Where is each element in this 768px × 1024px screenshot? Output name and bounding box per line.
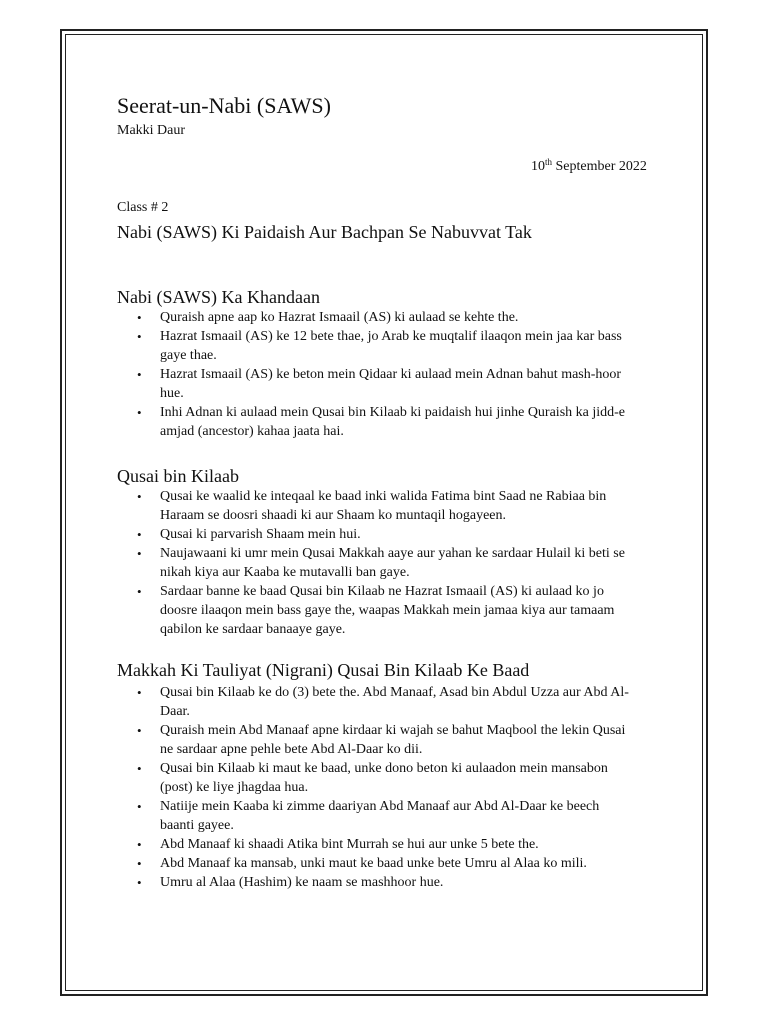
- list-item-line: baanti gayee.: [160, 818, 234, 833]
- list-item: [137, 327, 657, 365]
- list-item: [137, 873, 657, 892]
- date-day: 10: [531, 159, 545, 174]
- list-item-line: qabilon ke sardaar banaaye gaye.: [160, 622, 346, 637]
- document-title: Seerat-un-Nabi (SAWS): [117, 93, 331, 118]
- list-item-line: Haraam se doosri shaadi ki aur Shaam ko muntaqil hogayeen.: [160, 508, 507, 523]
- list-item: [137, 683, 657, 721]
- list-item: [137, 403, 657, 441]
- bullet-icon: •: [137, 761, 142, 776]
- bullet-icon: •: [137, 685, 142, 700]
- list-item-line: Qusai bin Kilaab ki maut ke baad, unke dono beton ki aulaadon mein mansabon: [160, 761, 608, 776]
- list-item-line: Quraish apne aap ko Hazrat Ismaail (AS) ki aulaad se kehte the.: [160, 310, 519, 325]
- section-heading-tauliyat: Makkah Ki Tauliyat (Nigrani) Qusai Bin Kilaab Ke Baad: [117, 660, 530, 680]
- date-rest: September 2022: [555, 159, 647, 174]
- document-date: [531, 158, 647, 175]
- bullet-icon: •: [137, 875, 142, 890]
- bullet-icon: •: [137, 489, 142, 504]
- bullet-icon: •: [137, 856, 142, 871]
- section-heading-khandaan: Nabi (SAWS) Ka Khandaan: [117, 287, 321, 307]
- list-item-line: nikah kiya aur Kaaba ke mutavalli ban gaye.: [160, 565, 410, 580]
- bullet-icon: •: [137, 837, 142, 852]
- list-item: [137, 525, 657, 544]
- bullet-icon: •: [137, 329, 142, 344]
- bullet-icon: •: [137, 584, 142, 599]
- list-item: [137, 487, 657, 525]
- list-item-line: ne sardaar apne pehle bete Abd Al-Daar ko dii.: [160, 742, 423, 757]
- document-subtitle: Makki Daur: [117, 123, 186, 138]
- bullet-icon: •: [137, 723, 142, 738]
- section-heading-qusai: Qusai bin Kilaab: [117, 466, 239, 486]
- list-item-line: Abd Manaaf ka mansab, unki maut ke baad unke bete Umru al Alaa ko mili.: [160, 856, 587, 871]
- date-suffix: th: [545, 157, 553, 167]
- list-item-line: Qusai bin Kilaab ke do (3) bete the. Abd Manaaf, Asad bin Abdul Uzza aur Abd Al-: [160, 685, 629, 700]
- list-item-line: hue.: [160, 386, 184, 401]
- list-item-line: Hazrat Ismaail (AS) ke 12 bete thae, jo Arab ke muqtalif ilaaqon mein jaa kar bass: [160, 329, 622, 344]
- list-item-line: amjad (ancestor) kahaa jaata hai.: [160, 424, 344, 439]
- list-item-line: Umru al Alaa (Hashim) ke naam se mashhoor hue.: [160, 875, 444, 890]
- list-item: [137, 835, 657, 854]
- bullet-icon: •: [137, 405, 142, 420]
- list-item-line: Hazrat Ismaail (AS) ke beton mein Qidaar ki aulaad mein Adnan bahut mash-hoor: [160, 367, 622, 382]
- bullet-icon: •: [137, 799, 142, 814]
- list-item-line: Sardaar banne ke baad Qusai bin Kilaab ne Hazrat Ismaail (AS) ki aulaad ko jo: [160, 584, 604, 599]
- list-item-line: (post) ke liye jhagdaa hua.: [160, 780, 309, 795]
- list-item: [137, 797, 657, 835]
- section-list-tauliyat: [137, 683, 657, 892]
- list-item-line: Natiije mein Kaaba ki zimme daariyan Abd Manaaf aur Abd Al-Daar ke beech: [160, 799, 600, 814]
- list-item-line: doosre ilaaqon mein bass gaye the, waapas Makkah mein jamaa kiya aur tamaam: [160, 603, 615, 618]
- bullet-icon: •: [137, 367, 142, 382]
- list-item: [137, 544, 657, 582]
- list-item: [137, 854, 657, 873]
- list-item-line: Daar.: [160, 704, 190, 719]
- list-item-line: Quraish mein Abd Manaaf apne kirdaar ki wajah se bahut Maqbool the lekin Qusai: [160, 723, 626, 738]
- class-number: Class # 2: [117, 200, 169, 215]
- list-item-line: Naujawaani ki umr mein Qusai Makkah aaye aur yahan ke sardaar Hulail ki beti se: [160, 546, 625, 561]
- list-item-line: Qusai ke waalid ke inteqaal ke baad inki walida Fatima bint Saad ne Rabiaa bin: [160, 489, 607, 504]
- lesson-title: Nabi (SAWS) Ki Paidaish Aur Bachpan Se Nabuvvat Tak: [117, 222, 532, 242]
- list-item-line: Qusai ki parvarish Shaam mein hui.: [160, 527, 361, 542]
- list-item: [137, 721, 657, 759]
- list-item: [137, 759, 657, 797]
- bullet-icon: •: [137, 546, 142, 561]
- bullet-icon: •: [137, 527, 142, 542]
- section-list-qusai: [137, 487, 657, 639]
- list-item: [137, 365, 657, 403]
- bullet-icon: •: [137, 310, 142, 325]
- list-item-line: gaye thae.: [160, 348, 217, 363]
- list-item: [137, 582, 657, 639]
- section-list-khandaan: [137, 308, 657, 441]
- list-item-line: Abd Manaaf ki shaadi Atika bint Murrah se hui aur unke 5 bete the.: [160, 837, 539, 852]
- list-item: [137, 308, 657, 327]
- list-item-line: Inhi Adnan ki aulaad mein Qusai bin Kilaab ki paidaish hui jinhe Quraish ka jidd-e: [160, 405, 626, 420]
